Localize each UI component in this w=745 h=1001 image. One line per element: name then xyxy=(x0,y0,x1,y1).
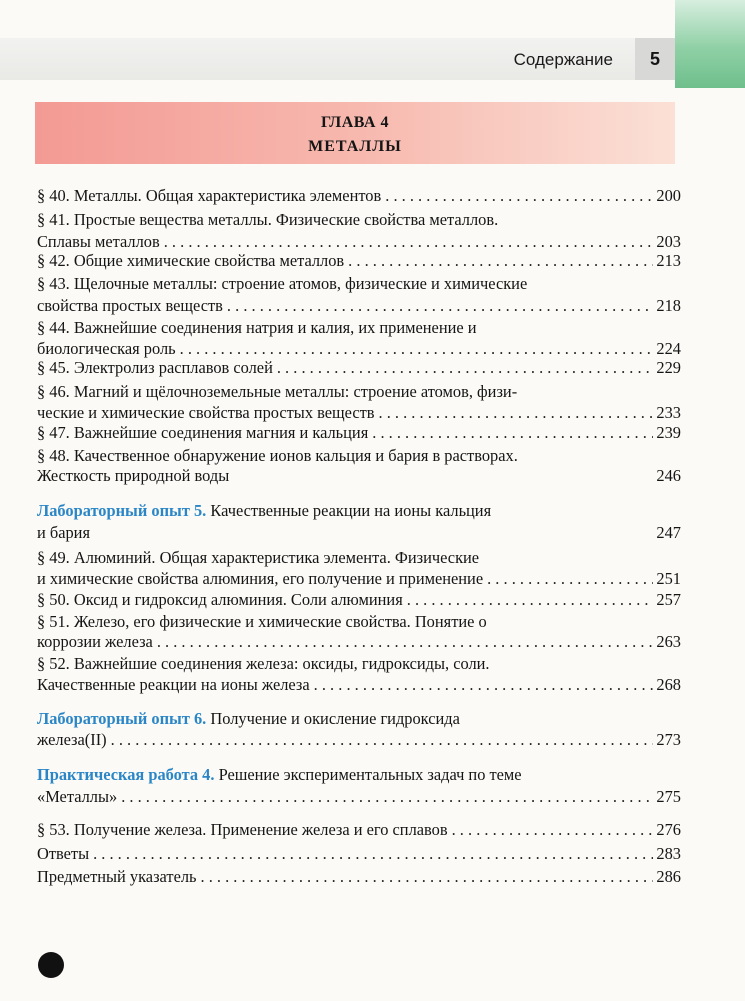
toc-entry[interactable] xyxy=(37,445,681,467)
toc-entry-title-cont: железа(II) xyxy=(37,730,107,749)
toc-entry-title: § 48. Качественное обнаружение ионов кальция и бария в растворах. xyxy=(37,446,518,465)
toc-entry-lab[interactable] xyxy=(37,500,681,522)
leader-dots xyxy=(117,786,653,808)
toc-entry-page: 263 xyxy=(656,632,681,651)
toc-entry-title: § 44. Важнейшие соединения натрия и калия, их применение и xyxy=(37,318,477,337)
toc-entry[interactable] xyxy=(37,357,681,379)
toc-entry-continuation[interactable] xyxy=(37,631,681,653)
leader-dots xyxy=(381,185,653,207)
toc-entry-page: 276 xyxy=(656,820,681,839)
toc-entry-continuation[interactable] xyxy=(37,729,681,751)
chapter-title: МЕТАЛЛЫ xyxy=(308,138,402,155)
toc-entry-page: 283 xyxy=(656,844,681,863)
toc-entry-title: Ответы xyxy=(37,844,90,863)
toc-entry-title: § 50. Оксид и гидроксид алюминия. Соли алюминия xyxy=(37,590,403,609)
toc-entry-title: § 42. Общие химические свойства металлов xyxy=(37,251,345,270)
toc-entry-page: 224 xyxy=(656,339,681,358)
toc-entry-page: 247 xyxy=(656,523,681,542)
toc-entry[interactable] xyxy=(37,209,681,231)
toc-entry-title-cont: Качественные реакции на ионы железа xyxy=(37,675,310,694)
toc-entry[interactable] xyxy=(37,273,681,295)
toc-entry-page: 275 xyxy=(656,787,681,806)
practical-work-label: Практическая работа 4. xyxy=(37,765,215,784)
toc-entry-page: 273 xyxy=(656,730,681,749)
toc-entry-title: § 52. Важнейшие соединения железа: оксиды, гидроксиды, соли. xyxy=(37,654,490,673)
leader-dots xyxy=(368,422,653,444)
toc-entry-title: § 51. Железо, его физические и химические свойства. Понятие о xyxy=(37,612,487,631)
toc-entry[interactable] xyxy=(37,185,681,207)
toc-entry-title-cont: биологическая роль xyxy=(37,339,176,358)
page-number: 5 xyxy=(635,38,675,80)
toc-entry[interactable] xyxy=(37,381,681,403)
toc-entry[interactable] xyxy=(37,653,681,675)
toc-entry-title: Получение и окисление гидроксида xyxy=(210,709,460,728)
chapter-number: ГЛАВА 4 xyxy=(321,114,389,131)
toc-entry-title: Решение экспериментальных задач по теме xyxy=(218,765,522,784)
toc-entry-title: Предметный указатель xyxy=(37,867,197,886)
toc-entry-page: 286 xyxy=(656,867,681,886)
toc-entry-title-cont: коррозии железа xyxy=(37,632,153,651)
toc-entry[interactable] xyxy=(37,250,681,272)
section-color-tab xyxy=(675,0,745,88)
leader-dots xyxy=(223,295,653,317)
toc-entry-title: § 46. Магний и щёлочноземельные металлы: строение атомов, физи- xyxy=(37,382,518,401)
leader-dots xyxy=(89,843,653,865)
toc-entry-page: 251 xyxy=(656,569,681,588)
leader-dots xyxy=(448,819,653,841)
toc-entry-title-cont: Сплавы металлов xyxy=(37,232,160,251)
leader-dots xyxy=(310,674,653,696)
toc-entry-title: § 49. Алюминий. Общая характеристика элемента. Физические xyxy=(37,548,480,567)
leader-dots xyxy=(403,589,653,611)
toc-entry-page: 218 xyxy=(656,296,681,315)
toc-entry[interactable] xyxy=(37,317,681,339)
toc-entry-page: 213 xyxy=(656,251,681,270)
toc-entry[interactable] xyxy=(37,866,681,888)
toc-entry-page: 233 xyxy=(656,403,681,422)
toc-entry-continuation[interactable] xyxy=(37,465,681,487)
toc-entry-title-cont: и бария xyxy=(37,523,90,542)
toc-entry-continuation[interactable] xyxy=(37,674,681,696)
toc-entry-title: § 40. Металлы. Общая характеристика элементов xyxy=(37,186,382,205)
toc-entry-lab[interactable] xyxy=(37,708,681,730)
toc-entry-page: 239 xyxy=(656,423,681,442)
toc-entry[interactable] xyxy=(37,589,681,611)
toc-entry-title-cont: свойства простых веществ xyxy=(37,296,223,315)
running-header-title: Содержание xyxy=(513,50,613,69)
toc-entry-page: 246 xyxy=(656,466,681,485)
toc-entry-title: § 47. Важнейшие соединения магния и кальция xyxy=(37,423,369,442)
leader-dots xyxy=(197,866,654,888)
toc-entry-title-cont: и химические свойства алюминия, его получение и применение xyxy=(37,569,484,588)
toc-entry-page: 229 xyxy=(656,358,681,377)
leader-dots xyxy=(375,402,653,424)
toc-entry-title: Качественные реакции на ионы кальция xyxy=(210,501,492,520)
toc-entry[interactable] xyxy=(37,422,681,444)
toc-entry-page: 200 xyxy=(656,186,681,205)
toc-entry[interactable] xyxy=(37,611,681,633)
toc-entry-continuation[interactable] xyxy=(37,786,681,808)
toc-entry[interactable] xyxy=(37,547,681,569)
page-corner-bullet xyxy=(38,952,64,978)
toc-entry[interactable] xyxy=(37,843,681,865)
toc-entry-title-cont: Жесткость природной воды xyxy=(37,466,230,485)
toc-entry-page: 268 xyxy=(656,675,681,694)
toc-entry-title-cont: ческие и химические свойства простых веществ xyxy=(37,403,375,422)
toc-entry-title: § 41. Простые вещества металлы. Физические свойства металлов. xyxy=(37,210,499,229)
toc-entry-practical[interactable] xyxy=(37,764,681,786)
toc-entry-page: 203 xyxy=(656,232,681,251)
toc-entry-title: § 45. Электролиз расплавов солей xyxy=(37,358,273,377)
toc-entry-continuation[interactable] xyxy=(37,295,681,317)
toc-entry[interactable] xyxy=(37,819,681,841)
toc-entry-title-cont: «Металлы» xyxy=(37,787,118,806)
toc-entry-continuation[interactable] xyxy=(37,402,681,424)
chapter-heading-band xyxy=(35,102,675,164)
toc-entry-continuation[interactable] xyxy=(37,522,681,544)
leader-dots xyxy=(344,250,653,272)
toc-entry-continuation[interactable] xyxy=(37,568,681,590)
leader-dots xyxy=(107,729,653,751)
lab-experiment-label: Лабораторный опыт 5. xyxy=(37,501,207,520)
lab-experiment-label: Лабораторный опыт 6. xyxy=(37,709,207,728)
leader-dots xyxy=(483,568,653,590)
leader-dots xyxy=(153,631,653,653)
toc-entry-title: § 53. Получение железа. Применение железа и его сплавов xyxy=(37,820,448,839)
leader-dots xyxy=(273,357,653,379)
toc-entry-title: § 43. Щелочные металлы: строение атомов, физические и химические xyxy=(37,274,528,293)
toc-entry-page: 257 xyxy=(656,590,681,609)
